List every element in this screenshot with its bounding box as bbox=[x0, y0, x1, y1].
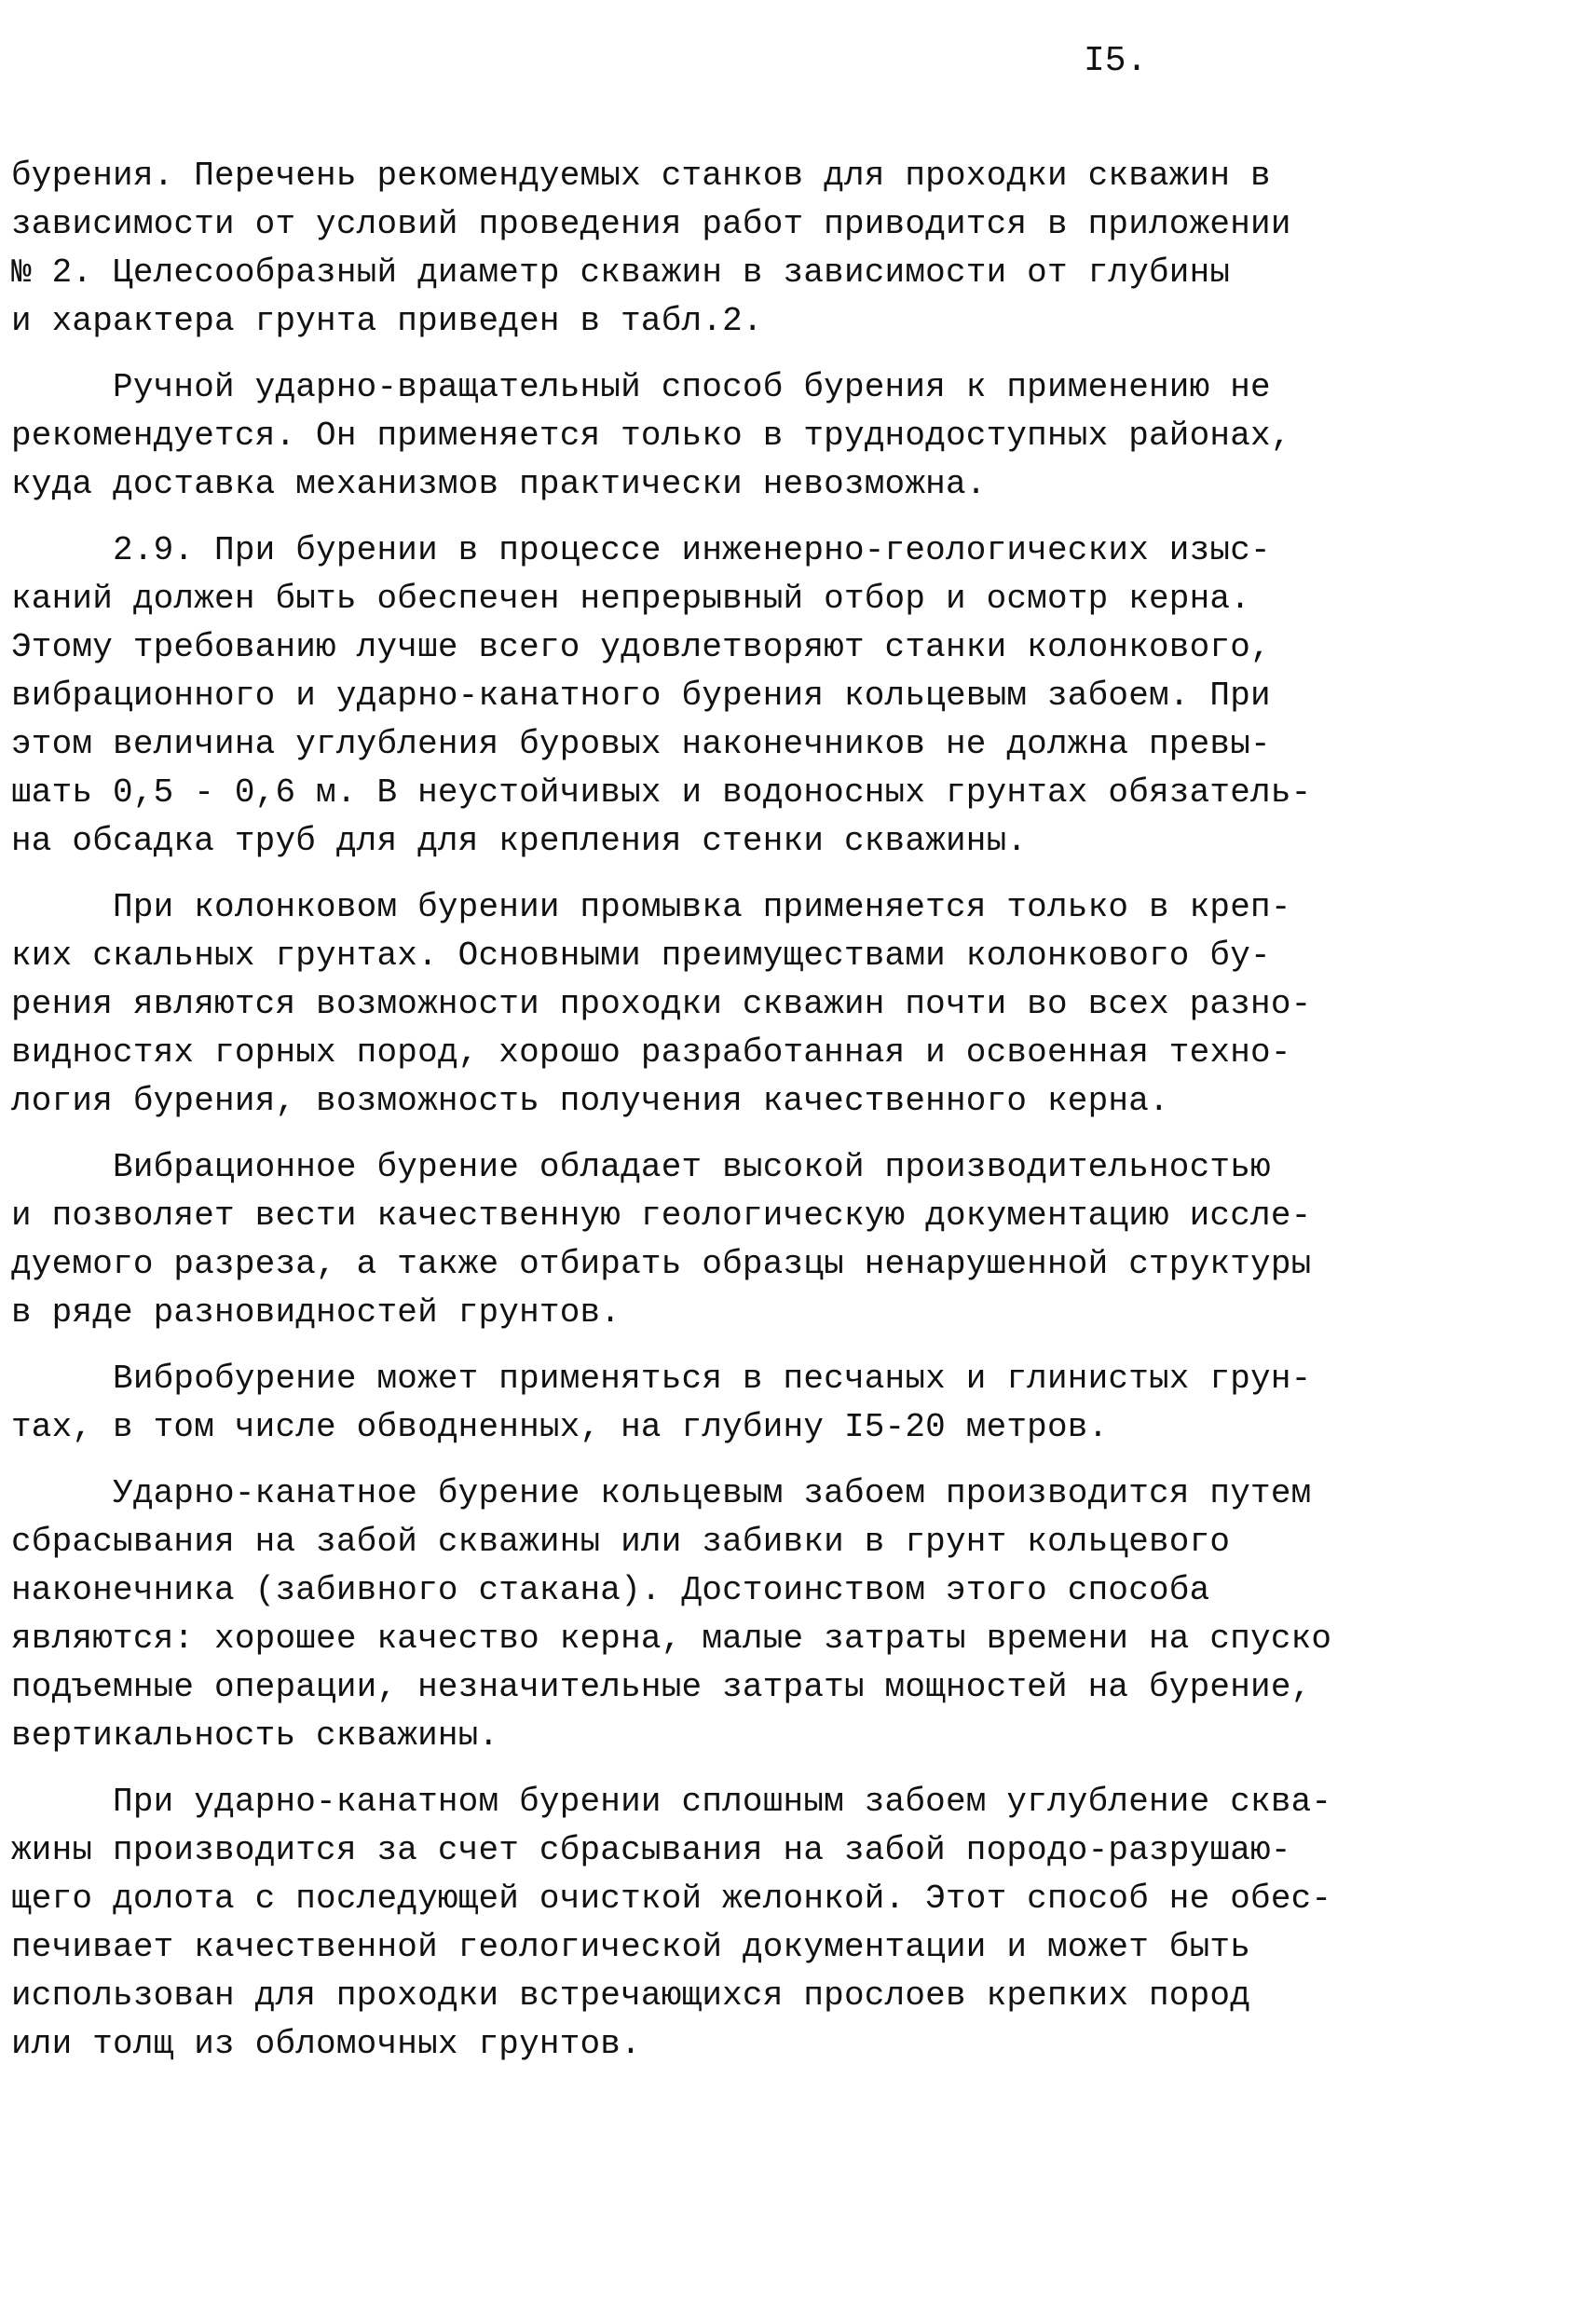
text-line: вибрационного и ударно-канатного бурения кольцевым забоем. При bbox=[11, 677, 1271, 715]
text-line: Этому требованию лучше всего удовлетворяют станки колонкового, bbox=[11, 628, 1271, 666]
paragraph bbox=[11, 1355, 1409, 1452]
paragraph bbox=[11, 526, 1409, 866]
paragraph bbox=[11, 152, 1409, 346]
text-line: видностях горных пород, хорошо разработанная и освоенная техно- bbox=[11, 1033, 1291, 1072]
text-line: При колонковом бурении промывка применяется только в креп- bbox=[11, 888, 1291, 926]
text-line: При ударно-канатном бурении сплошным забоем углубление сква- bbox=[11, 1783, 1332, 1821]
text-line: зависимости от условий проведения работ приводится в приложении bbox=[11, 205, 1291, 243]
text-line: Вибробурение может применяться в песчаных и глинистых грун- bbox=[11, 1360, 1312, 1398]
text-line: этом величина углубления буровых наконечников не должна превы- bbox=[11, 725, 1271, 763]
document-body bbox=[11, 152, 1409, 2086]
text-line: Ручной ударно-вращательный способ бурения к применению не bbox=[11, 368, 1271, 406]
text-line: рекомендуется. Он применяется только в труднодоступных районах, bbox=[11, 417, 1291, 455]
text-line: наконечника (забивного стакана). Достоинством этого способа bbox=[11, 1571, 1210, 1609]
text-line: и характера грунта приведен в табл.2. bbox=[11, 302, 763, 340]
text-line: куда доставка механизмов практически невозможна. bbox=[11, 465, 987, 503]
text-line: ких скальных грунтах. Основными преимуществами колонкового бу- bbox=[11, 936, 1271, 975]
text-line: являются: хорошее качество керна, малые затраты времени на спуско bbox=[11, 1620, 1332, 1658]
text-line: Вибрационное бурение обладает высокой производительностью bbox=[11, 1148, 1271, 1186]
text-line: Ударно-канатное бурение кольцевым забоем производится путем bbox=[11, 1474, 1312, 1512]
text-line: в ряде разновидностей грунтов. bbox=[11, 1293, 621, 1332]
paragraph bbox=[11, 363, 1409, 509]
text-line: вертикальность скважины. bbox=[11, 1716, 499, 1755]
text-line: бурения. Перечень рекомендуемых станков для проходки скважин в bbox=[11, 157, 1271, 195]
text-line: шать 0,5 - 0,6 м. В неустойчивых и водоносных грунтах обязатель- bbox=[11, 773, 1312, 812]
text-line: № 2. Целесообразный диаметр скважин в зависимости от глубины bbox=[11, 253, 1231, 292]
paragraph bbox=[11, 883, 1409, 1126]
paragraph bbox=[11, 1778, 1409, 2069]
text-line: сбрасывания на забой скважины или забивки в грунт кольцевого bbox=[11, 1523, 1231, 1561]
paragraph bbox=[11, 1470, 1409, 1760]
text-line: и позволяет вести качественную геологическую документацию иссле- bbox=[11, 1196, 1312, 1235]
paragraph bbox=[11, 1143, 1409, 1337]
text-line: каний должен быть обеспечен непрерывный отбор и осмотр керна. bbox=[11, 580, 1251, 618]
page-number: I5. bbox=[1084, 41, 1148, 81]
text-line: жины производится за счет сбрасывания на забой породо-разрушаю- bbox=[11, 1831, 1291, 1869]
text-line: использован для проходки встречающихся прослоев крепких пород bbox=[11, 1976, 1251, 2015]
text-line: или толщ из обломочных грунтов. bbox=[11, 2025, 641, 2063]
text-line: рения являются возможности проходки скважин почти во всех разно- bbox=[11, 985, 1312, 1023]
text-line: щего долота с последующей очисткой желонкой. Этот способ не обес- bbox=[11, 1880, 1332, 1918]
text-line: на обсадка труб для для крепления стенки скважины. bbox=[11, 822, 1028, 860]
text-line: дуемого разреза, а также отбирать образцы ненарушенной структуры bbox=[11, 1245, 1312, 1283]
text-line: тах, в том числе обводненных, на глубину I5-20 метров. bbox=[11, 1408, 1109, 1446]
text-line: логия бурения, возможность получения качественного керна. bbox=[11, 1082, 1169, 1120]
text-line: 2.9. При бурении в процессе инженерно-геологических изыс- bbox=[11, 531, 1271, 569]
text-line: печивает качественной геологической документации и может быть bbox=[11, 1928, 1251, 1966]
text-line: подъемные операции, незначительные затраты мощностей на бурение, bbox=[11, 1668, 1312, 1706]
